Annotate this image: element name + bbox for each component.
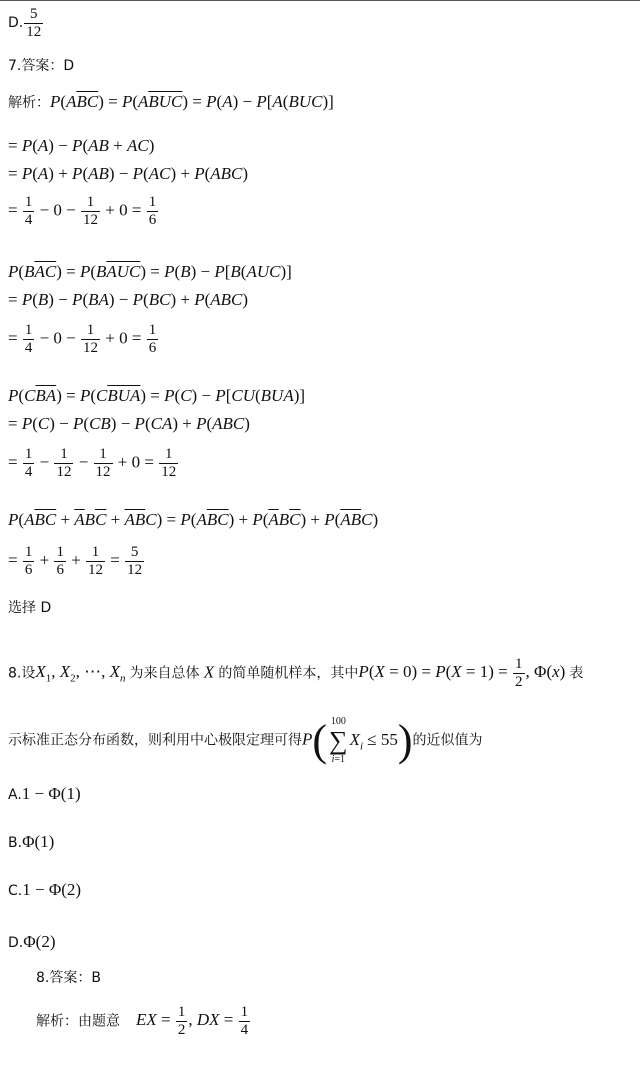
q8-stem-line-1: 8.设$X_1$, $X_2$, ⋯, $X_n$ 为来自总体 X 的简单随机样本，其中P(X = 0) = P(X = 1) = $\frac{1}{2}$ , Φ(x) 表 xyxy=(8,656,584,690)
top-border-line xyxy=(0,0,640,1)
q8-option-c: C.1 − Φ(2) xyxy=(8,880,82,899)
math-line: = $\frac{1}{4}$ − 0 − $\frac{1}{12}$ + 0 = $\frac{1}{6}$ xyxy=(8,194,157,228)
math-line: = P(C) − P(CB) − P(CA) + P(ABC) xyxy=(8,414,250,433)
math-line: = P(B) − P(BA) − P(BC) + P(ABC) xyxy=(8,290,249,309)
math-line: = P(A) − P(AB + AC) xyxy=(8,136,155,155)
math-line: $P(A\overline{B}\overline{C} + \overline{A}B\overline{C} + \overline{A}\overline{B}C) = P(A\overline{B}\overline{C}) + P(\overline{A}B\overline{C}) + P(\overline{A}\overline{B}C)$ xyxy=(8,510,379,529)
q7-option-d xyxy=(8,6,44,41)
q7-analysis-line-1: 解析：$P(A\overline{B}\overline{C}) = P(A\overline{BUC}) = P(A) - P[A(BUC)]$ xyxy=(8,92,334,111)
math-line: $P(B\overline{A}\overline{C}) = P(B\overline{AUC}) = P(B) - P[B(AUC)]$ xyxy=(8,262,292,281)
q8-answer: 8.答案：B xyxy=(36,970,101,986)
q8-stem-line-2: 示标准正态分布函数，则利用中心极限定理可得P( 100 ∑ i=1 $X_i \le 55$)的近似值为 xyxy=(8,716,483,765)
q7-option-d-fraction: $\frac{5}{12}$ xyxy=(26,6,42,40)
math-line: = $\frac{1}{6}$ + $\frac{1}{6}$ + $\frac{1}{12}$ = $\frac{5}{12}$ xyxy=(8,544,143,578)
math-line: $P(C\overline{B}\overline{A}) = P(C\overline{BUA}) = P(C) - P[CU(BUA)]$ xyxy=(8,386,306,405)
math-line: = $\frac{1}{4}$ − 0 − $\frac{1}{12}$ + 0 = $\frac{1}{6}$ xyxy=(8,322,157,356)
q8-option-b: B.Φ(1) xyxy=(8,832,55,851)
q8-analysis: 解析：由题意 EX = $\frac{1}{2}$ , DX = $\frac{1}{4}$ xyxy=(36,1004,249,1038)
q7-answer: 7.答案：D xyxy=(8,58,75,74)
math-line: = $\frac{1}{4}$ − $\frac{1}{12}$ − $\frac{1}{12}$ + 0 = $\frac{1}{12}$ xyxy=(8,446,177,480)
math-line: = P(A) + P(AB) − P(AC) + P(ABC) xyxy=(8,164,249,183)
q8-option-d: D.Φ(2) xyxy=(8,932,56,951)
q8-option-a: A.1 − Φ(1) xyxy=(8,784,81,803)
q7-option-d-label: D. xyxy=(8,15,24,32)
q7-conclusion: 选择 D xyxy=(8,600,52,616)
